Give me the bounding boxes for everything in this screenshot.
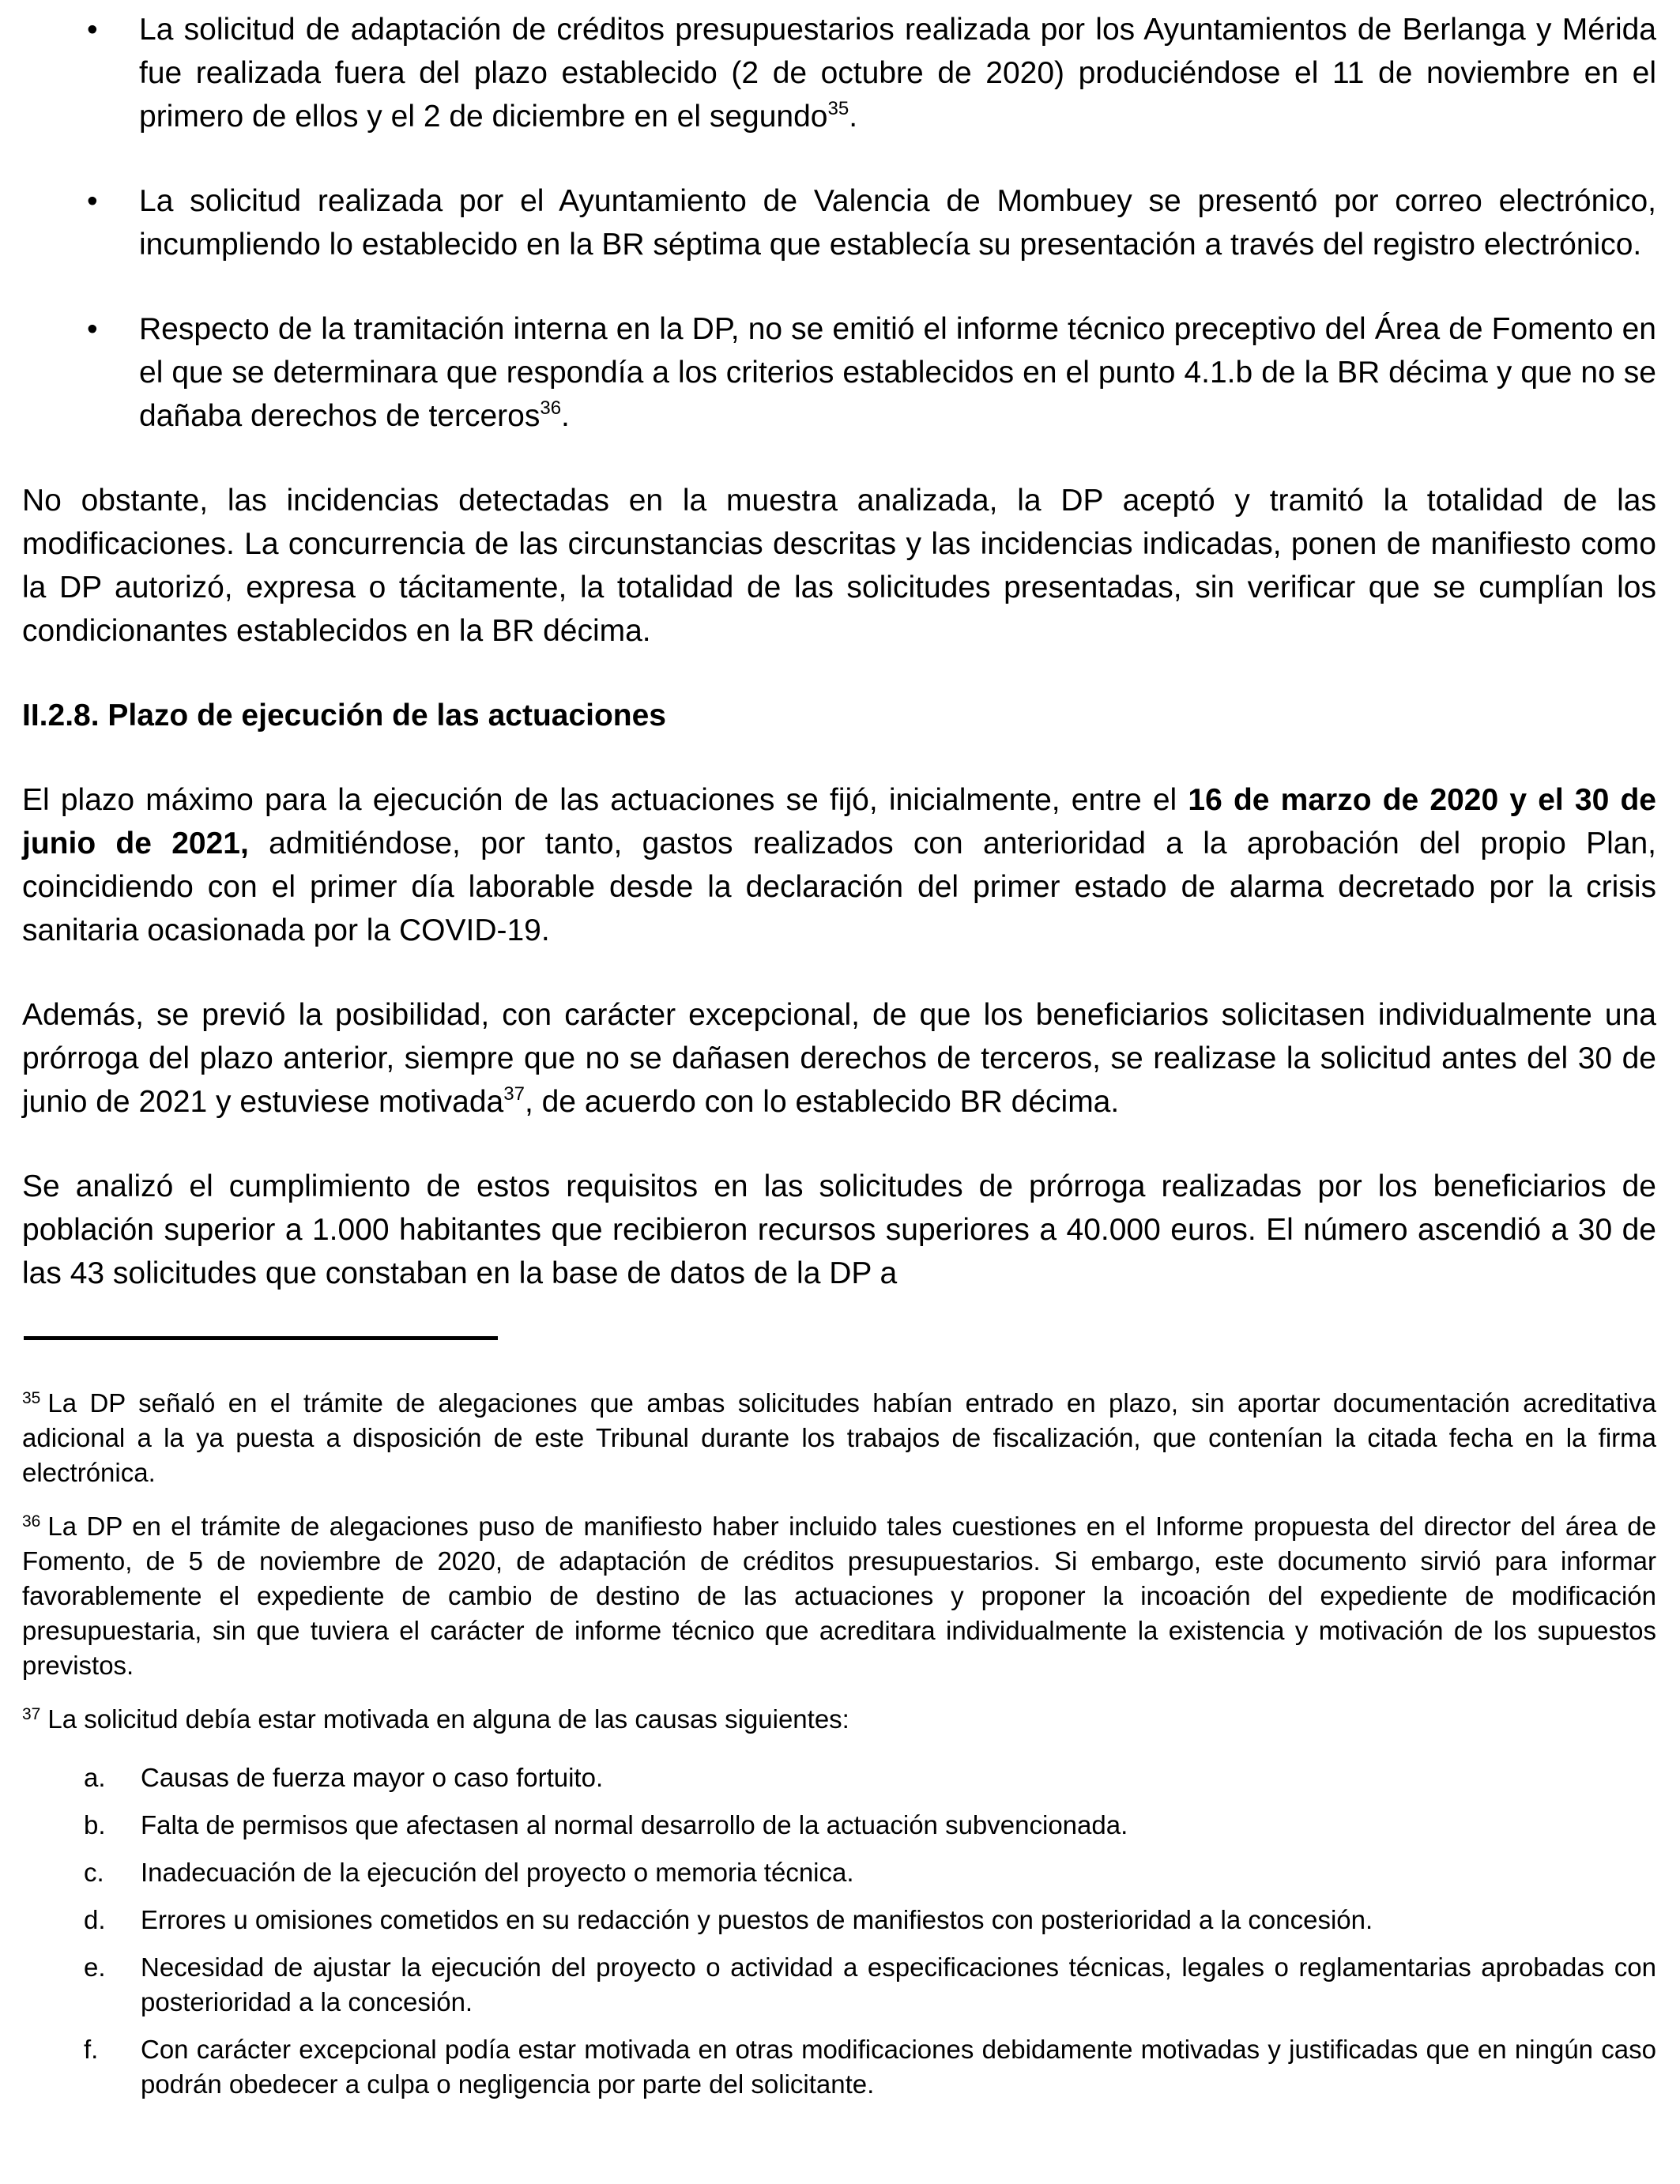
- paragraph-el-plazo: [22, 778, 1656, 952]
- bullet-text: La solicitud realizada por el Ayuntamiento de Valencia de Mombuey se presentó por correo electrónico, incumpliendo lo establecido en la BR séptima que establecía su presentación a través del registro electrónico.: [139, 184, 1656, 262]
- footnote-36: [22, 1509, 1656, 1683]
- bullet-marker: [22, 8, 139, 138]
- paragraph-ademas: [22, 993, 1656, 1124]
- footnote-list-item: [22, 1808, 1656, 1843]
- bullet-item: [22, 8, 1656, 138]
- list-item-text: Inadecuación de la ejecución del proyecto o memoria técnica.: [141, 1858, 854, 1887]
- paragraph-text: El plazo máximo para la ejecución de las actuaciones se fijó, inicialmente, entre el: [22, 783, 1188, 817]
- list-item-text: Necesidad de ajustar la ejecución del proyecto o actividad a especificaciones técnicas, legales o reglamentarias aprobadas con posterioridad a la concesión.: [141, 1952, 1656, 2016]
- footnote-number: 37: [22, 1705, 41, 1723]
- footnote-number: 36: [22, 1512, 41, 1531]
- paragraph-se-analizo: Se analizó el cumplimiento de estos requisitos en las solicitudes de prórroga realizadas por los beneficiarios de población superior a 1.000 habitantes que recibieron recursos superiores a 40.000 euros. El número ascendió a 30 de las 43 solicitudes que constaban en la base de datos de la DP a: [22, 1169, 1656, 1290]
- footnote-text: La solicitud debía estar motivada en alguna de las causas siguientes:: [47, 1704, 849, 1734]
- list-item-text: Falta de permisos que afectasen al normal desarrollo de la actuación subvencionada.: [141, 1810, 1128, 1839]
- section-heading: II.2.8. Plazo de ejecución de las actuaciones: [22, 699, 667, 732]
- list-item-text: Causas de fuerza mayor o caso fortuito.: [141, 1763, 604, 1792]
- bold-date-range: 16 de marzo de 2020 y el 30 de junio de 2021,: [22, 783, 1657, 860]
- bullet-paragraph: [139, 307, 1656, 438]
- bullet-item: [22, 307, 1656, 438]
- list-item-letter: b.: [84, 1810, 106, 1839]
- footnotes-section: [22, 1386, 1656, 2102]
- bullet-paragraph: [139, 8, 1656, 138]
- paragraph-text: Además, se previó la posibilidad, con carácter excepcional, de que los beneficiarios solicitasen individualmente una prórroga del plazo anterior, siempre que no se dañasen derechos de terceros, se realizase la solicitud antes del 30 de junio de 2021 y estuviese motivada: [22, 998, 1656, 1119]
- list-item-text: Con carácter excepcional podía estar motivada en otras modificaciones debidamente motivadas y justificadas que en ningún caso podrán obedecer a culpa o negligencia por parte del solicitante.: [141, 2035, 1656, 2099]
- document-body: [22, 8, 1656, 1295]
- list-item-text: Errores u omisiones cometidos en su redacción y puestos de manifiestos con posterioridad a la concesión.: [141, 1905, 1373, 1934]
- footnote-list-item: [22, 2032, 1656, 2102]
- bullet-glyph: •: [87, 312, 98, 346]
- list-item-letter: f.: [84, 2035, 99, 2064]
- paragraph-text-end: , de acuerdo con lo establecido BR décima.: [524, 1085, 1120, 1119]
- footnote-reference: 35: [827, 98, 849, 119]
- paragraph-text-end: admitiéndose, por tanto, gastos realizados con anterioridad a la aprobación del propio Plan, coincidiendo con el primer día laborable desde la declaración del primer estado de alarma decretado por la crisis sanitaria ocasionada por la COVID-19.: [22, 827, 1656, 947]
- list-item-letter: c.: [84, 1858, 104, 1887]
- bullet-marker: [22, 307, 139, 438]
- bullet-text-end: .: [849, 100, 858, 134]
- footnote-reference: 37: [503, 1083, 525, 1105]
- footnote-list-item: [22, 1903, 1656, 1937]
- list-item-letter: a.: [84, 1763, 106, 1792]
- bullet-text: Respecto de la tramitación interna en la DP, no se emitió el informe técnico preceptivo del Área de Fomento en el que se determinara que respondía a los criterios establecidos en el punto 4.1.b de la BR décima y que no se dañaba derechos de terceros: [139, 312, 1656, 433]
- footnote-text: La DP señaló en el trámite de alegaciones que ambas solicitudes habían entrado en plazo, sin aportar documentación acreditativa adicional a la ya puesta a disposición de este Tribunal durante los trabajos de fiscalización, que contenían la citada fecha en la firma electrónica.: [22, 1388, 1656, 1487]
- footnote-reference: 36: [540, 397, 562, 419]
- footnote-35: [22, 1386, 1656, 1490]
- bullet-paragraph: [139, 179, 1656, 266]
- bullet-glyph: •: [87, 13, 98, 47]
- paragraph-no-obstante: No obstante, las incidencias detectadas en la muestra analizada, la DP aceptó y tramitó la totalidad de las modificaciones. La concurrencia de las circunstancias descritas y las incidencias indicadas, ponen de manifiesto como la DP autorizó, expresa o tácitamente, la totalidad de las solicitudes presentadas, sin verificar que se cumplían los condicionantes establecidos en la BR décima.: [22, 484, 1656, 648]
- footnote-list-item: [22, 1760, 1656, 1795]
- bullet-text-end: .: [561, 399, 570, 433]
- footnote-text: La DP en el trámite de alegaciones puso de manifiesto haber incluido tales cuestiones en el Informe propuesta del director del área de Fomento, de 5 de noviembre de 2020, de adaptación de créditos presupuestarios. Si embargo, este documento sirvió para informar favorablemente el expediente de cambio de destino de las actuaciones y proponer la incoación del expediente de modificación presupuestaria, sin que tuviera el carácter de informe técnico que acreditara individualmente la existencia y motivación de los supuestos previstos.: [22, 1512, 1656, 1680]
- footnote-number: 35: [22, 1389, 41, 1407]
- bullet-text: La solicitud de adaptación de créditos presupuestarios realizada por los Ayuntamientos de Berlanga y Mérida fue realizada fuera del plazo establecido (2 de octubre de 2020) produciéndose el 11 de noviembre en el primero de ellos y el 2 de diciembre en el segundo: [139, 13, 1656, 134]
- bullet-marker: [22, 179, 139, 266]
- footnote-37: [22, 1702, 1656, 1737]
- footnote-list-item: [22, 1855, 1656, 1890]
- list-item-letter: e.: [84, 1952, 106, 1982]
- bullet-glyph: •: [87, 184, 98, 218]
- bullet-item: [22, 179, 1656, 266]
- footnote-list-item: [22, 1950, 1656, 2020]
- footnote-separator: [24, 1336, 498, 1340]
- list-item-letter: d.: [84, 1905, 106, 1934]
